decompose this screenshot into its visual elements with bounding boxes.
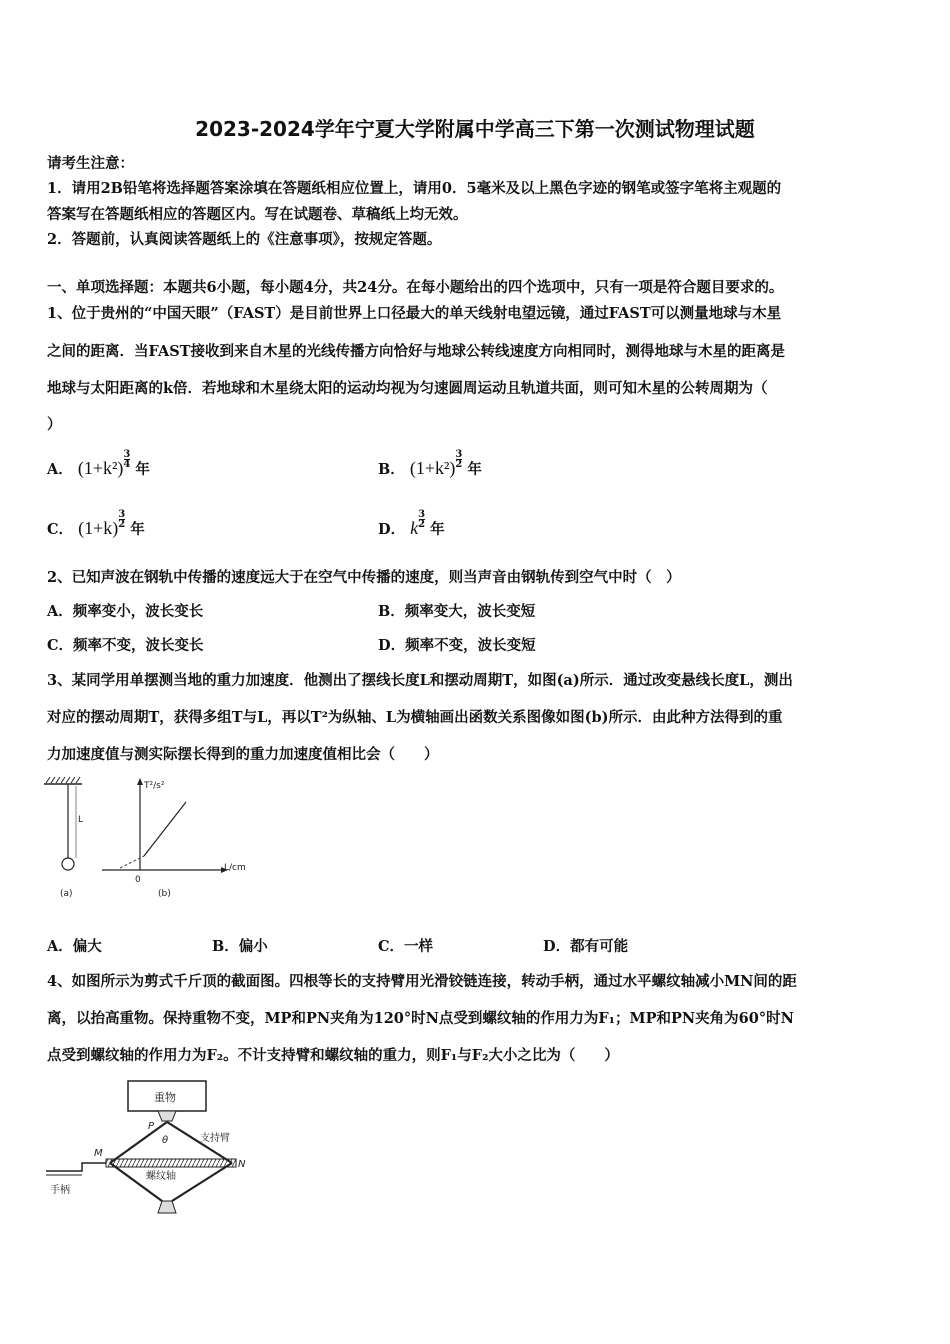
y-axis-label: T²/s² bbox=[144, 781, 165, 791]
arm-lower-left bbox=[110, 1163, 162, 1201]
q2-option-d[interactable]: D．频率不变，波长变短 bbox=[378, 637, 536, 654]
screw-label: 螺纹轴 bbox=[146, 1171, 176, 1182]
notice-line-2: 2．答题前，认真阅读答题纸上的《注意事项》，按规定答题。 bbox=[47, 231, 442, 248]
unit: 年 bbox=[135, 461, 150, 478]
top-pad bbox=[158, 1111, 176, 1121]
q3-option-a[interactable]: A．偏大 bbox=[47, 938, 102, 955]
q3-option-d[interactable]: D．都有可能 bbox=[543, 938, 629, 955]
point-p-label: P bbox=[148, 1121, 155, 1132]
formula-base: (1+k) bbox=[78, 518, 119, 538]
q1-line-1: 1、位于贵州的“中国天眼”（FAST）是目前世界上口径最大的单天线射电望远镜，通过FAST可以测量地球与木星 bbox=[47, 305, 782, 322]
option-label: A． bbox=[47, 461, 73, 478]
option-label: D． bbox=[378, 521, 406, 538]
q2-option-c[interactable]: C．频率不变，波长变长 bbox=[47, 637, 204, 654]
origin-label: 0 bbox=[135, 875, 141, 885]
unit: 年 bbox=[467, 461, 482, 478]
section-heading: 一、单项选择题：本题共6小题，每小题4分，共24分。在每小题给出的四个选项中，只有一项是符合题目要求的。 bbox=[47, 279, 784, 296]
graph-line bbox=[144, 802, 186, 856]
q1-option-b[interactable] bbox=[378, 449, 482, 479]
page-title: 2023-2024学年宁夏大学附属中学高三下第一次测试物理试题 bbox=[195, 117, 755, 141]
formula-base: k bbox=[410, 518, 419, 538]
notice-line-1b: 答案写在答题纸相应的答题区内。写在试题卷、草稿纸上均无效。 bbox=[47, 206, 468, 223]
pendulum-figure bbox=[40, 772, 255, 902]
base-pad bbox=[158, 1201, 176, 1213]
unit: 年 bbox=[130, 521, 145, 538]
fraction-exponent: $\frac{3}{2}$ bbox=[118, 509, 126, 530]
q1-option-a[interactable] bbox=[47, 449, 150, 479]
notice-heading: 请考生注意： bbox=[47, 155, 134, 172]
pendulum-bob bbox=[62, 858, 74, 870]
point-m-label: M bbox=[94, 1148, 103, 1159]
q3-line-3: 力加速度值与测实际摆长得到的重力加速度值相比会（ ） bbox=[47, 746, 439, 763]
arm-lower-right bbox=[172, 1163, 232, 1201]
q1-line-2: 之间的距离．当FAST接收到来自木星的光线传播方向恰好与地球公转线速度方向相同时，测得地球与木星的距离是 bbox=[47, 343, 785, 360]
notice-line-1a: 1．请用2B铅笔将选择题答案涂填在答题纸相应位置上，请用0．5毫米及以上黑色字迹的钢笔或签字笔将主观题的 bbox=[47, 180, 782, 197]
screw-shaft bbox=[106, 1159, 236, 1167]
option-label: B． bbox=[378, 461, 405, 478]
q4-line-3: 点受到螺纹轴的作用力为F₂。不计支持臂和螺纹轴的重力，则F₁与F₂大小之比为（ ） bbox=[47, 1047, 619, 1064]
q1-line-4: ） bbox=[47, 416, 62, 433]
handle-label: 手柄 bbox=[50, 1185, 70, 1196]
handle bbox=[46, 1163, 106, 1171]
point-n-label: N bbox=[238, 1159, 246, 1170]
q3-line-2: 对应的摆动周期T，获得多组T与L，再以T²为纵轴、L为横轴画出函数关系图像如图(b)所示．由此种方法得到的重 bbox=[47, 709, 783, 726]
q1-line-3: 地球与太阳距离的k倍．若地球和木星绕太阳的运动均视为匀速圆周运动且轨道共面，则可知木星的公转周期为（ bbox=[47, 380, 768, 397]
formula-base: (1+k²) bbox=[77, 458, 124, 478]
x-axis-label: L/cm bbox=[224, 863, 246, 873]
unit: 年 bbox=[430, 521, 445, 538]
q3-option-b[interactable]: B．偏小 bbox=[212, 938, 268, 955]
q1-option-d[interactable] bbox=[378, 509, 445, 539]
q2-option-a[interactable]: A．频率变小，波长变长 bbox=[47, 603, 204, 620]
fraction-exponent: $\frac{3}{4}$ bbox=[123, 449, 131, 470]
arm-mp bbox=[110, 1122, 167, 1163]
fraction-exponent: $\frac{3}{2}$ bbox=[455, 449, 463, 470]
q3-option-c[interactable]: C．一样 bbox=[378, 938, 434, 955]
formula-base: (1+k²) bbox=[409, 458, 456, 478]
weight-label: 重物 bbox=[154, 1091, 176, 1104]
fig-b-label: (b) bbox=[158, 889, 171, 899]
theta-label: θ bbox=[162, 1135, 169, 1146]
q4-line-1: 4、如图所示为剪式千斤顶的截面图。四根等长的支持臂用光滑铰链连接，转动手柄，通过水平螺纹轴减小MN间的距 bbox=[47, 973, 797, 990]
q4-line-2: 离，以抬高重物。保持重物不变，MP和PN夹角为120°时N点受到螺纹轴的作用力为F₁；MP和PN夹角为60°时N bbox=[47, 1010, 794, 1027]
arm-label: 支持臂 bbox=[200, 1133, 230, 1144]
fig-a-label: (a) bbox=[60, 889, 73, 899]
jack-figure bbox=[42, 1075, 262, 1220]
q1-option-c[interactable] bbox=[47, 509, 145, 539]
q2-stem: 2、已知声波在钢轨中传播的速度远大于在空气中传播的速度，则当声音由钢轨传到空气中时（ ） bbox=[47, 569, 681, 586]
fraction-exponent: $\frac{3}{2}$ bbox=[418, 509, 426, 530]
length-label: L bbox=[78, 815, 84, 825]
option-label: C． bbox=[47, 521, 74, 538]
q2-option-b[interactable]: B．频率变大，波长变短 bbox=[378, 603, 536, 620]
q3-line-1: 3、某同学用单摆测当地的重力加速度．他测出了摆线长度L和摆动周期T，如图(a)所示．通过改变悬线长度L，测出 bbox=[47, 672, 793, 689]
